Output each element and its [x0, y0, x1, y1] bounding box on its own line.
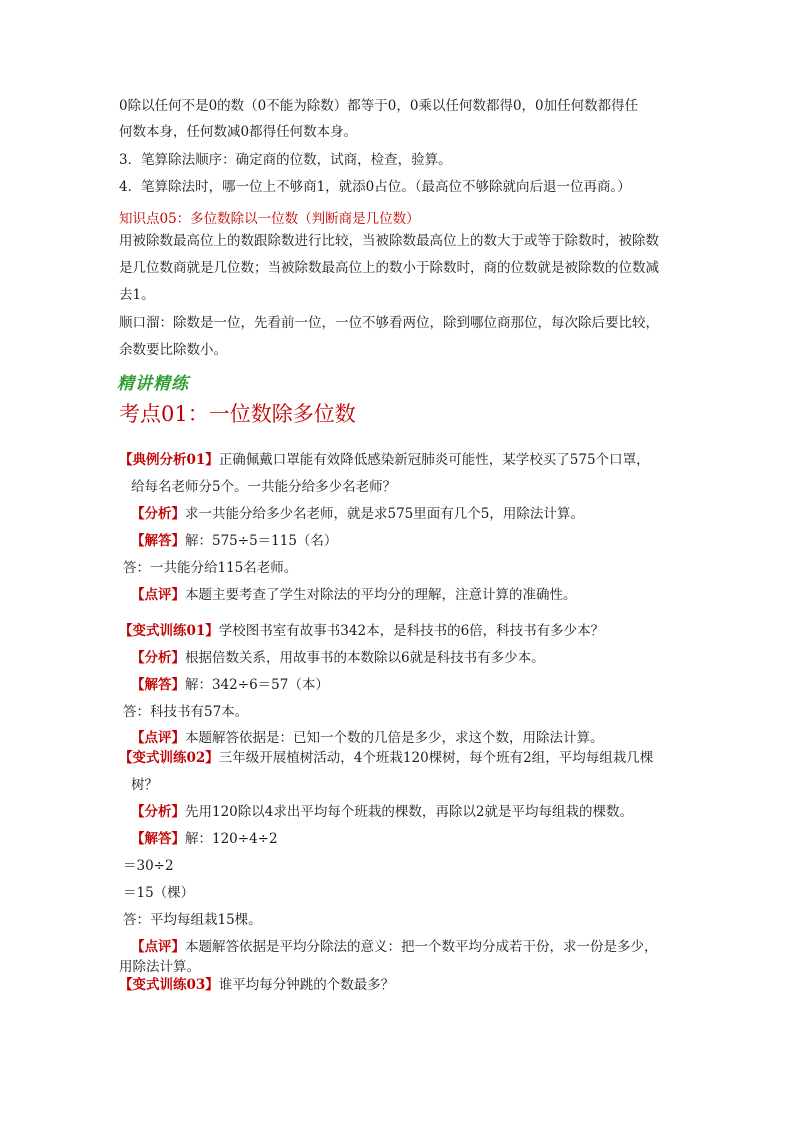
answer-text: 解：120÷4÷2: [185, 831, 278, 847]
reply-line: 答：一共能分给115名老师。: [123, 560, 298, 576]
analysis-line: [131, 503, 584, 525]
text-line: 0除以任何不是0的数（0不能为除数）都等于0，0乘以任何数都得0，0加任何数都得任: [119, 98, 639, 114]
comment-line: [131, 584, 577, 606]
analysis-text: 求一共能分给多少名老师，就是求575里面有几个5，用除法计算。: [185, 506, 584, 522]
kaodian-title: 考点01：一位数除多位数: [119, 402, 356, 426]
section-title: 精讲精练: [117, 374, 189, 394]
comment-text: 本题解答依据是：已知一个数的几倍是多少，求这个数，用除法计算。: [185, 730, 604, 746]
question-text: 正确佩戴口罩能有效降低感染新冠肺炎可能性，某学校买了575个口罩，: [218, 452, 650, 468]
drill-question: [119, 974, 394, 996]
text-line: 是几位数商就是几位数；当被除数最高位上的数小于除数时，商的位数就是被除数的位数减: [119, 260, 659, 276]
example-tag: 【典例分析01】: [119, 452, 219, 468]
comment-tag: 【点评】: [131, 587, 185, 603]
text-line: 用被除数最高位上的数跟除数进行比较，当被除数最高位上的数大于或等于除数时，被除数: [119, 233, 659, 249]
reply-line: 答：科技书有57本。: [123, 704, 249, 720]
analysis-tag: 【分析】: [131, 506, 185, 522]
drill-tag: 【变式训练02】: [119, 750, 219, 766]
example-question: [119, 449, 650, 471]
question-text: 学校图书室有故事书342本，是科技书的6倍，科技书有多少本？: [218, 623, 605, 639]
answer-line: [131, 828, 278, 850]
comment-line: [131, 936, 658, 958]
text-line: 3．笔算除法顺序：确定商的位数，试商，检查，验算。: [119, 152, 452, 168]
comment-text: 本题解答依据是平均分除法的意义：把一个数平均分成若干份，求一份是多少，: [185, 939, 658, 955]
question-text: 给每名老师分5个。一共能分给多少名老师？: [131, 479, 397, 495]
analysis-tag: 【分析】: [131, 650, 185, 666]
knowledge-point-heading: 知识点05：多位数除以一位数（判断商是几位数）: [119, 211, 420, 227]
analysis-line: [131, 801, 633, 823]
drill-question: [119, 747, 653, 769]
answer-tag: 【解答】: [131, 831, 185, 847]
drill-tag: 【变式训练01】: [119, 623, 219, 639]
text-line: 4．笔算除法时，哪一位上不够商1，就添0占位。（最高位不够除就向后退一位再商。）: [119, 179, 631, 195]
drill-question: [119, 620, 604, 642]
text-line: 去1。: [119, 287, 155, 303]
analysis-text: 先用120除以4求出平均每个班栽的棵数，再除以2就是平均每组栽的棵数。: [185, 804, 633, 820]
drill-tag: 【变式训练03】: [119, 977, 219, 993]
calc-step: ＝30÷2: [123, 858, 174, 874]
comment-tag: 【点评】: [131, 730, 185, 746]
comment-text: 用除法计算。: [119, 959, 200, 975]
comment-tag: 【点评】: [131, 939, 185, 955]
question-text: 三年级开展植树活动，4个班栽120棵树，每个班有2组，平均每组栽几棵: [218, 750, 654, 766]
calc-step: ＝15（棵）: [123, 885, 195, 901]
answer-line: [131, 530, 337, 552]
reply-line: 答：平均每组栽15棵。: [123, 912, 262, 928]
text-line: 余数要比除数小。: [119, 342, 227, 358]
text-line: 顺口溜：除数是一位，先看前一位，一位不够看两位，除到哪位商那位，每次除后要比较，: [119, 315, 659, 331]
answer-text: 解：575÷5＝115（名）: [185, 533, 338, 549]
analysis-text: 根据倍数关系，用故事书的本数除以6就是科技书有多少本。: [185, 650, 545, 666]
comment-text: 本题主要考查了学生对除法的平均分的理解，注意计算的准确性。: [185, 587, 577, 603]
text-line: 何数本身，任何数减0都得任何数本身。: [119, 124, 358, 140]
question-text: 谁平均每分钟跳的个数最多？: [218, 977, 395, 993]
answer-tag: 【解答】: [131, 533, 185, 549]
comment-line: [131, 727, 604, 749]
analysis-line: [131, 647, 545, 669]
question-text: 树？: [131, 777, 158, 793]
answer-line: [131, 674, 329, 696]
analysis-tag: 【分析】: [131, 804, 185, 820]
answer-text: 解：342÷6＝57（本）: [185, 677, 329, 693]
answer-tag: 【解答】: [131, 677, 185, 693]
